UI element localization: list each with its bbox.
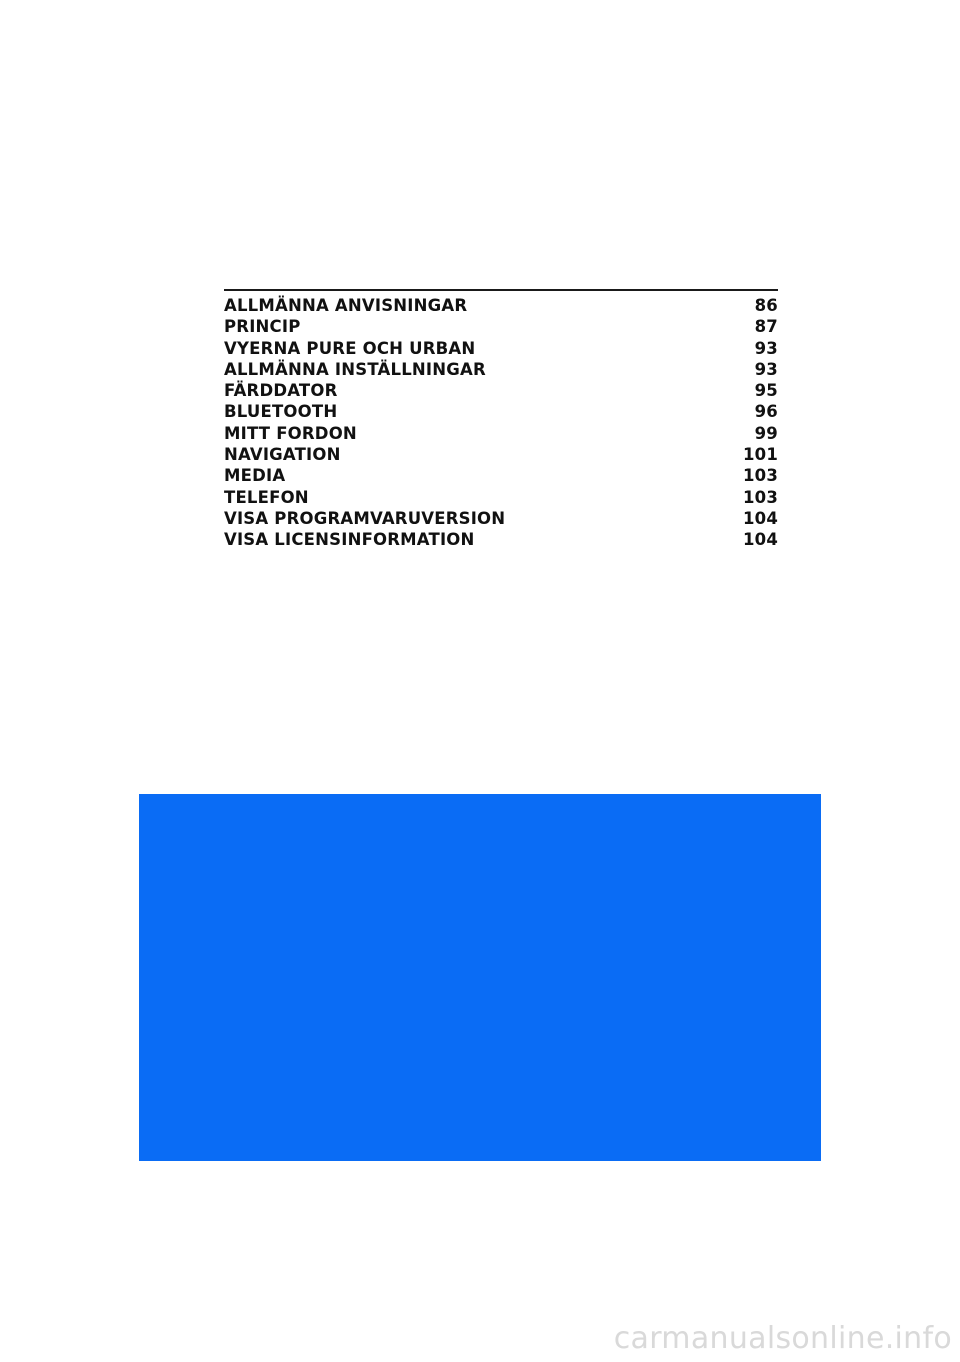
site-watermark: carmanualsonline.info (613, 1321, 952, 1356)
toc-entry-title: NAVIGATION (224, 445, 341, 465)
toc-entry-title: VYERNA PURE OCH URBAN (224, 338, 476, 358)
toc-entry[interactable] (224, 381, 778, 402)
toc-entry-title: VISA LICENSINFORMATION (224, 530, 475, 550)
toc-entry-page: 99 (754, 423, 778, 443)
toc-entry-title: VISA PROGRAMVARUVERSION (224, 508, 506, 528)
toc-entry-page: 104 (742, 530, 778, 550)
toc-entry[interactable] (224, 488, 778, 509)
toc-entry[interactable] (224, 402, 778, 423)
toc-entry[interactable] (224, 360, 778, 381)
toc-entry-page: 95 (754, 381, 778, 401)
toc-entry-title: ALLMÄNNA ANVISNINGAR (224, 296, 468, 315)
toc-entry[interactable] (224, 339, 778, 360)
toc-entry[interactable] (224, 445, 778, 466)
toc-entry-title: BLUETOOTH (224, 402, 338, 422)
toc-entry-page: 104 (742, 508, 778, 528)
toc-entry-title: ALLMÄNNA INSTÄLLNINGAR (224, 359, 486, 379)
toc-entry-page: 101 (742, 445, 778, 465)
toc-entry[interactable] (224, 530, 778, 551)
toc-entry-title: PRINCIP (224, 317, 301, 337)
toc-entry-title: MITT FORDON (224, 423, 357, 443)
toc-entry-title: FÄRDDATOR (224, 381, 338, 401)
toc-entry[interactable] (224, 466, 778, 487)
toc-entry-page: 87 (754, 317, 778, 337)
toc-entry-page: 96 (754, 402, 778, 422)
toc-entry-page: 103 (742, 487, 778, 507)
toc-entry-page: 93 (754, 359, 778, 379)
toc-entry[interactable] (224, 509, 778, 530)
toc-entry[interactable] (224, 317, 778, 338)
toc-entry[interactable] (224, 296, 778, 317)
blue-section-panel (139, 794, 821, 1161)
toc-entry-page: 86 (754, 296, 778, 315)
toc-top-divider (224, 289, 778, 291)
toc-entry-title: MEDIA (224, 466, 286, 486)
toc-entry-title: TELEFON (224, 487, 309, 507)
toc-entry-page: 93 (754, 338, 778, 358)
toc-entry[interactable] (224, 424, 778, 445)
toc-entry-page: 103 (742, 466, 778, 486)
table-of-contents (224, 289, 778, 552)
